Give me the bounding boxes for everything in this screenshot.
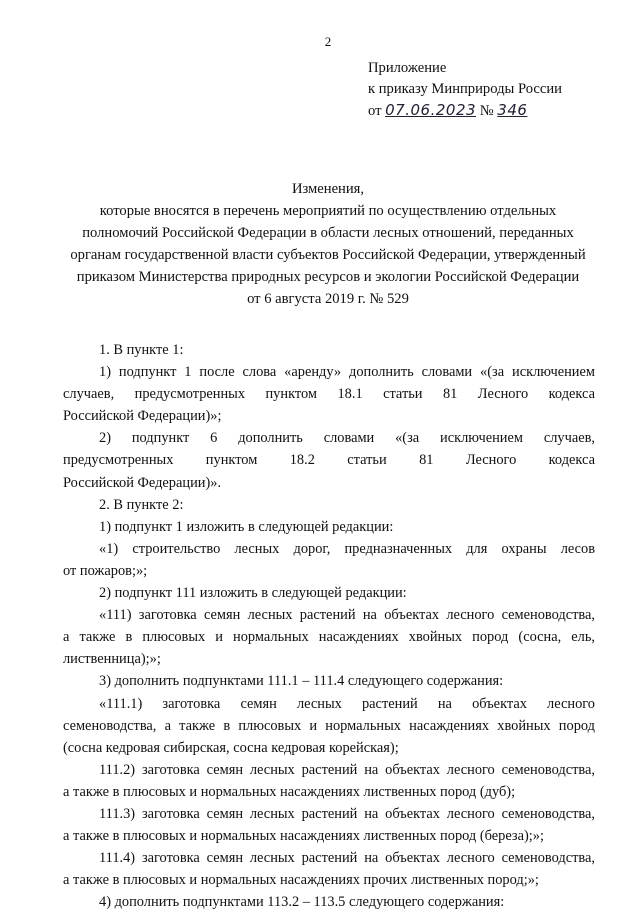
appendix-order-ref: к приказу Минприроды России — [368, 81, 562, 97]
paragraph-line: 3) дополнить подпунктами 111.1 – 111.4 следующего содержания: — [99, 673, 504, 690]
paragraph-line: 111.2) заготовка семян лесных растений на объектах лесного семеноводства, — [99, 761, 595, 778]
appendix-number-sign: № — [479, 103, 494, 119]
appendix-ot: от — [368, 103, 382, 119]
handwritten-date: 07.06.2023 — [385, 101, 477, 119]
paragraph-line: Российской Федерации)»; — [63, 408, 222, 425]
paragraph-line: а также в плюсовых и нормальных насаждениях лиственных пород (береза);»; — [63, 828, 544, 845]
paragraph-line: а также в плюсовых и нормальных насаждениях прочих лиственных пород;»; — [63, 872, 539, 889]
appendix-title: Приложение — [368, 60, 447, 76]
document-heading — [60, 178, 596, 310]
heading-title: Изменения, — [291, 181, 365, 197]
paragraph-line: Российской Федерации)». — [63, 474, 222, 491]
page-number: 2 — [324, 34, 332, 49]
paragraph-line: «1) строительство лесных дорог, предназначенных для охраны лесов — [99, 540, 595, 557]
appendix-date-line — [368, 100, 562, 122]
handwritten-number: 346 — [497, 101, 528, 119]
item-2-heading: 2. В пункте 2: — [99, 496, 184, 513]
paragraph-line: 111.3) заготовка семян лесных растений на объектах лесного семеноводства, — [99, 805, 595, 822]
paragraph-line: «111) заготовка семян лесных растений на объектах лесного семеноводства, — [99, 607, 595, 624]
paragraph-line: «111.1) заготовка семян лесных растений на объектах лесного — [99, 695, 595, 712]
paragraph-line: 4) дополнить подпунктами 113.2 – 113.5 следующего содержания: — [99, 894, 505, 911]
appendix-block — [368, 58, 562, 122]
item-1-heading: 1. В пункте 1: — [99, 342, 184, 358]
paragraph-line: случаев, предусмотренных пунктом 18.1 статьи 81 Лесного кодекса — [63, 386, 595, 403]
heading-line: полномочий Российской Федерации в области лесных отношений, переданных — [82, 225, 574, 241]
heading-line: органам государственной власти субъектов Российской Федерации, утвержденный — [70, 247, 586, 263]
paragraph-line: 111.4) заготовка семян лесных растений на объектах лесного семеноводства, — [99, 850, 595, 867]
heading-line: приказом Министерства природных ресурсов и экологии Российской Федерации — [76, 269, 580, 285]
paragraph-line: предусмотренных пунктом 18.2 статьи 81 Лесного кодекса — [63, 452, 595, 469]
document-body — [63, 339, 595, 913]
heading-line: от 6 августа 2019 г. № 529 — [247, 291, 409, 307]
paragraph-line: а также в плюсовых и нормальных насаждениях лиственных пород (дуб); — [63, 783, 516, 800]
paragraph-line: (сосна кедровая сибирская, сосна кедровая корейская); — [63, 739, 399, 756]
paragraph-line: 2) подпункт 6 дополнить словами «(за исключением случаев, — [99, 430, 595, 447]
heading-line: которые вносятся в перечень мероприятий по осуществлению отдельных — [99, 203, 557, 219]
paragraph-line: 2) подпункт 111 изложить в следующей редакции: — [99, 585, 407, 602]
paragraph-line: а также в плюсовых и нормальных насаждениях хвойных пород (сосна, ель, — [63, 629, 595, 646]
paragraph-line: 1) подпункт 1 после слова «аренду» дополнить словами «(за исключением — [99, 364, 595, 381]
paragraph-line: 1) подпункт 1 изложить в следующей редакции: — [99, 518, 394, 535]
paragraph-line: лиственница);»; — [63, 651, 161, 668]
paragraph-line: семеноводства, а также в плюсовых и нормальных насаждениях хвойных пород — [63, 717, 595, 734]
paragraph-line: от пожаров;»; — [63, 562, 148, 579]
